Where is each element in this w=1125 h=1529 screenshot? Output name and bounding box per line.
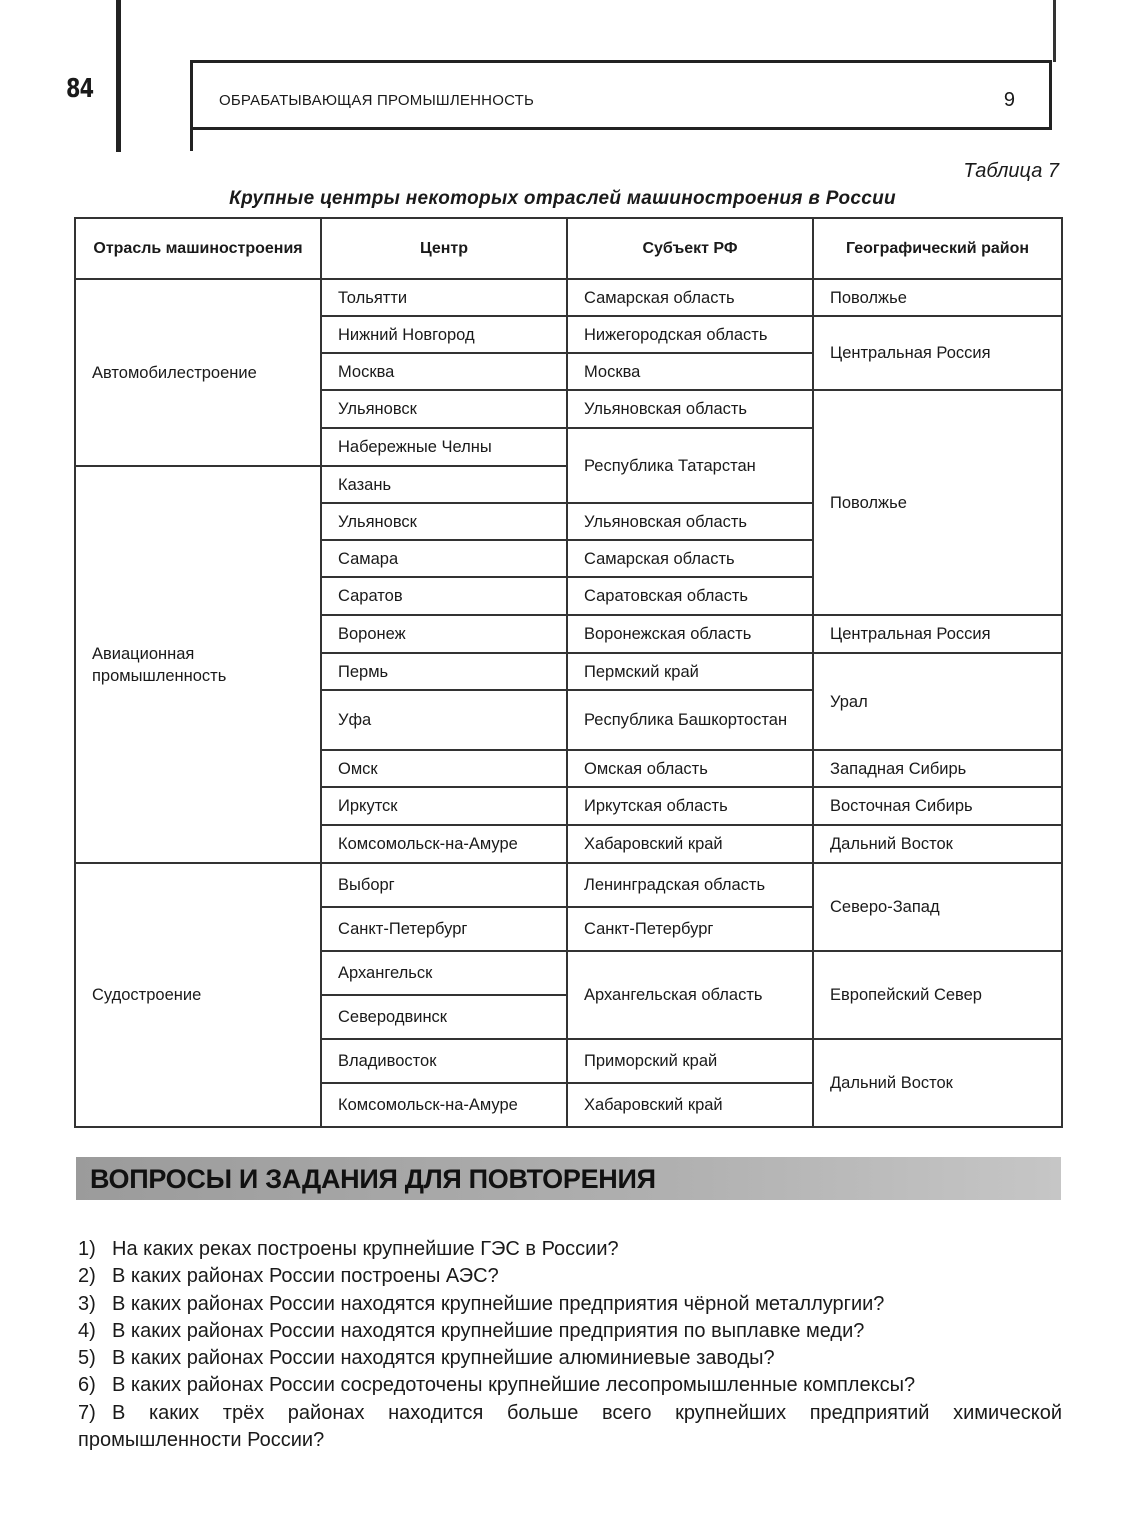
industry-cell: Автомобилестроение bbox=[75, 279, 321, 466]
question-item bbox=[78, 1236, 1062, 1263]
question-text: В каких районах России построены АЭС? bbox=[112, 1265, 499, 1288]
table-row bbox=[75, 863, 1062, 907]
table-label: Таблица 7 bbox=[963, 160, 1059, 182]
question-text: В каких трёх районах находится больше всего крупнейших предприятий химической промышленности России? bbox=[78, 1401, 1062, 1452]
subject-cell: Ленинградская область bbox=[567, 863, 813, 907]
question-text: В каких районах России находятся крупнейшие предприятия по выплавке меди? bbox=[112, 1319, 865, 1342]
center-cell: Набережные Челны bbox=[321, 428, 567, 466]
question-number: 3) bbox=[78, 1292, 96, 1315]
region-cell: Поволжье bbox=[813, 390, 1062, 615]
region-cell: Поволжье bbox=[813, 279, 1062, 316]
region-cell: Дальний Восток bbox=[813, 1039, 1062, 1127]
center-cell: Санкт-Петербург bbox=[321, 907, 567, 951]
question-number: 4) bbox=[78, 1319, 96, 1342]
subject-cell: Республика Башкортостан bbox=[567, 690, 813, 750]
page-edge-line bbox=[116, 0, 121, 152]
table-caption: Крупные центры некоторых отраслей машиностроения в России bbox=[229, 188, 896, 209]
center-cell: Ульяновск bbox=[321, 503, 567, 540]
subject-cell: Самарская область bbox=[567, 279, 813, 316]
center-cell: Комсомольск-на-Амуре bbox=[321, 825, 567, 863]
center-cell: Саратов bbox=[321, 577, 567, 615]
header-industry: Отрасль машиностроения bbox=[75, 218, 321, 279]
region-cell: Западная Сибирь bbox=[813, 750, 1062, 787]
subject-cell: Самарская область bbox=[567, 540, 813, 577]
center-cell: Ульяновск bbox=[321, 390, 567, 428]
subject-cell: Пермский край bbox=[567, 653, 813, 690]
center-cell: Комсомольск-на-Амуре bbox=[321, 1083, 567, 1127]
questions-header bbox=[76, 1157, 1061, 1200]
questions-list bbox=[78, 1236, 1062, 1454]
subject-cell: Хабаровский край bbox=[567, 1083, 813, 1127]
header-region: Географический район bbox=[813, 218, 1062, 279]
subject-cell: Нижегородская область bbox=[567, 316, 813, 353]
question-item bbox=[78, 1372, 1062, 1399]
center-cell: Иркутск bbox=[321, 787, 567, 825]
center-cell: Воронеж bbox=[321, 615, 567, 653]
subject-cell: Архангельская область bbox=[567, 951, 813, 1039]
subject-cell: Хабаровский край bbox=[567, 825, 813, 863]
chapter-header bbox=[190, 60, 1052, 130]
header-subject: Субъект РФ bbox=[567, 218, 813, 279]
question-text: В каких районах России находятся крупнейшие предприятия чёрной металлургии? bbox=[112, 1292, 885, 1315]
region-cell: Европейский Север bbox=[813, 951, 1062, 1039]
industry-cell: Авиационная промышленность bbox=[75, 466, 321, 863]
question-number: 1) bbox=[78, 1238, 96, 1260]
question-item bbox=[78, 1400, 1062, 1455]
subject-cell: Иркутская область bbox=[567, 787, 813, 825]
question-number: 7) bbox=[78, 1401, 96, 1424]
subject-cell: Санкт-Петербург bbox=[567, 907, 813, 951]
question-item bbox=[78, 1291, 1062, 1318]
question-item bbox=[78, 1318, 1062, 1345]
center-cell: Владивосток bbox=[321, 1039, 567, 1083]
table-header-row bbox=[75, 218, 1062, 279]
subject-cell: Омская область bbox=[567, 750, 813, 787]
chapter-number: 9 bbox=[1003, 89, 1015, 111]
center-cell: Самара bbox=[321, 540, 567, 577]
header-center: Центр bbox=[321, 218, 567, 279]
region-cell: Центральная Россия bbox=[813, 316, 1062, 390]
center-cell: Пермь bbox=[321, 653, 567, 690]
region-cell: Восточная Сибирь bbox=[813, 787, 1062, 825]
question-text: В каких районах России сосредоточены крупнейшие лесопромышленные комплексы? bbox=[112, 1374, 916, 1397]
center-cell: Тольятти bbox=[321, 279, 567, 316]
page-edge-line-right bbox=[1053, 0, 1056, 62]
subject-cell: Москва bbox=[567, 353, 813, 390]
region-cell: Дальний Восток bbox=[813, 825, 1062, 863]
center-cell: Казань bbox=[321, 466, 567, 503]
center-cell: Северодвинск bbox=[321, 995, 567, 1039]
machine-building-table bbox=[74, 217, 1063, 1128]
questions-title: ВОПРОСЫ И ЗАДАНИЯ ДЛЯ ПОВТОРЕНИЯ bbox=[90, 1164, 656, 1194]
question-text: В каких районах России находятся крупнейшие алюминиевые заводы? bbox=[112, 1347, 775, 1370]
subject-cell: Приморский край bbox=[567, 1039, 813, 1083]
region-cell: Центральная Россия bbox=[813, 615, 1062, 653]
center-cell: Нижний Новгород bbox=[321, 316, 567, 353]
region-cell: Северо-Запад bbox=[813, 863, 1062, 951]
subject-cell: Воронежская область bbox=[567, 615, 813, 653]
question-number: 6) bbox=[78, 1374, 96, 1397]
center-cell: Архангельск bbox=[321, 951, 567, 995]
subject-cell: Республика Татарстан bbox=[567, 428, 813, 503]
question-number: 5) bbox=[78, 1347, 96, 1370]
center-cell: Выборг bbox=[321, 863, 567, 907]
subject-cell: Ульяновская область bbox=[567, 503, 813, 540]
center-cell: Москва bbox=[321, 353, 567, 390]
industry-cell: Судостроение bbox=[75, 863, 321, 1127]
center-cell: Уфа bbox=[321, 690, 567, 750]
page-number: 84 bbox=[66, 74, 94, 104]
subject-cell: Саратовская область bbox=[567, 577, 813, 615]
subject-cell: Ульяновская область bbox=[567, 390, 813, 428]
question-number: 2) bbox=[78, 1265, 96, 1288]
region-cell: Урал bbox=[813, 653, 1062, 750]
question-item bbox=[78, 1263, 1062, 1290]
question-text: На каких реках построены крупнейшие ГЭС в России? bbox=[112, 1238, 619, 1260]
center-cell: Омск bbox=[321, 750, 567, 787]
question-item bbox=[78, 1345, 1062, 1372]
table-row bbox=[75, 279, 1062, 316]
chapter-title: ОБРАБАТЫВАЮЩАЯ ПРОМЫШЛЕННОСТЬ bbox=[219, 92, 535, 109]
